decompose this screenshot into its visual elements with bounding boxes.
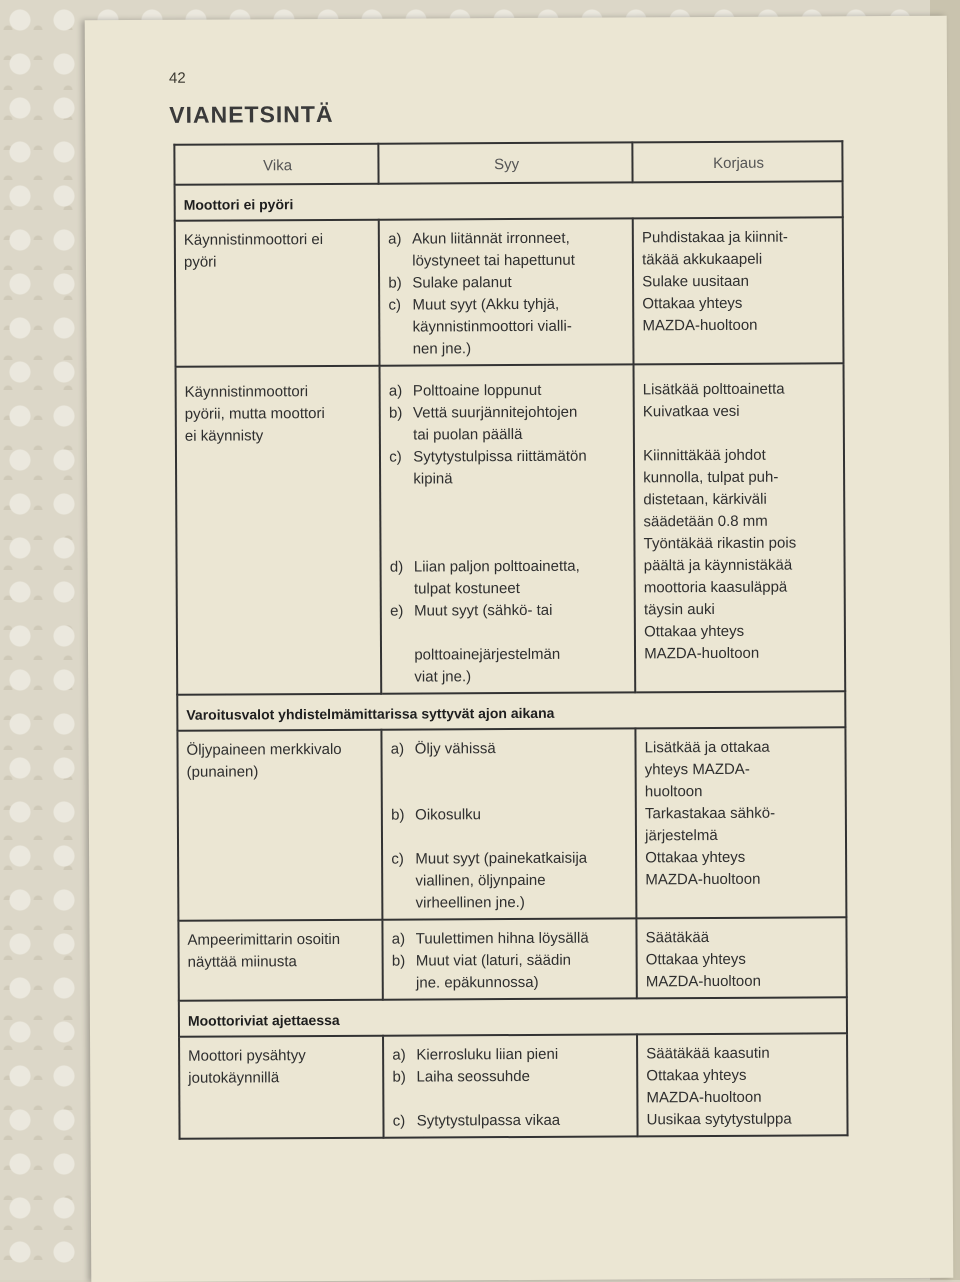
korjaus-line: täkää akkukaapeli — [642, 250, 763, 269]
syy-item-label: c) — [391, 850, 404, 868]
korjaus-line: MAZDA-huoltoon — [642, 316, 758, 335]
syy-item — [393, 1109, 631, 1132]
section-row — [177, 691, 845, 730]
spacer — [391, 825, 629, 848]
korjaus-line: MAZDA-huoltoon — [645, 972, 761, 991]
syy-line: viat jne.) — [414, 668, 472, 686]
vika-line: pyöri — [183, 253, 217, 271]
syy-item — [392, 1043, 630, 1066]
vika-line: ei käynnisty — [184, 427, 264, 445]
syy-line: Polttoaine loppunut — [412, 381, 542, 400]
syy-line: Sytytystulpissa riittämätön — [413, 447, 587, 466]
korjaus-line: distetaan, kärkiväli — [643, 490, 767, 509]
syy-item-label: a) — [391, 930, 406, 948]
syy-line: Kierrosluku liian pieni — [416, 1045, 559, 1064]
syy-item-label: a) — [388, 382, 403, 400]
syy-item — [389, 445, 627, 490]
syy-line: Oikosulku — [415, 806, 482, 824]
table-row — [175, 217, 844, 366]
korjaus-line: huoltoon — [644, 783, 703, 801]
syy-item — [390, 555, 628, 600]
table-row — [176, 363, 846, 694]
syy-item-label: c) — [392, 1112, 406, 1130]
korjaus-line: päältä ja käynnistäkää — [643, 556, 793, 575]
syy-item — [392, 949, 630, 994]
korjaus-cell — [636, 727, 847, 918]
page-number: 42 — [168, 69, 186, 87]
vika-cell — [175, 220, 380, 367]
syy-line: viallinen, öljynpaine — [415, 871, 546, 890]
syy-line: Tuulettimen hihna löysällä — [415, 929, 589, 948]
vika-line: joutokäynnillä — [188, 1069, 280, 1087]
syy-line: Sytytystulpassa vikaa — [416, 1111, 561, 1130]
korjaus-line: Ottakaa yhteys — [644, 622, 745, 641]
syy-item-label: a) — [392, 1046, 406, 1064]
syy-item — [391, 737, 629, 760]
table-row — [177, 727, 846, 920]
vika-line: Ampeerimittarin osoitin — [187, 930, 341, 949]
korjaus-line: Lisätkää polttoainetta — [642, 380, 785, 399]
syy-line: Laiha seossuhde — [416, 1067, 530, 1086]
spacer — [391, 781, 629, 804]
syy-line: jne. epäkunnossa) — [415, 973, 539, 992]
syy-line: nen jne.) — [412, 340, 472, 358]
korjaus-line: täysin auki — [643, 600, 715, 619]
syy-line: Vettä suurjännitejohtojen — [412, 403, 578, 422]
section-title: Moottoriviat ajettaessa — [179, 997, 847, 1036]
korjaus-line: MAZDA-huoltoon — [645, 870, 761, 889]
syy-item-label: d) — [389, 558, 404, 576]
spacer — [414, 622, 560, 645]
spacer — [393, 1087, 631, 1110]
vika-line: Käynnistinmoottori ei — [183, 231, 324, 249]
syy-item — [388, 271, 626, 294]
vika-line: näyttää miinusta — [187, 953, 297, 971]
spacer — [390, 511, 628, 534]
korjaus-line: säädetään 0.8 mm — [643, 512, 768, 531]
korjaus-line: Puhdistakaa ja kiinnit- — [641, 228, 788, 247]
korjaus-line: Säätäkää kaasutin — [646, 1044, 770, 1063]
spacer — [643, 422, 837, 445]
vika-cell — [176, 366, 382, 695]
korjaus-line: Työntäkää rikastin pois — [643, 534, 797, 553]
table-header-row — [174, 141, 842, 184]
syy-line: tai puolan päällä — [413, 425, 523, 444]
table-row — [179, 1033, 848, 1138]
syy-line: Öljy vähissä — [414, 740, 496, 758]
syy-item-label: a) — [390, 740, 405, 758]
korjaus-line: Lisätkää ja ottakaa — [644, 738, 770, 757]
syy-item — [390, 599, 628, 688]
syy-line: Liian paljon polttoainetta, — [413, 557, 580, 576]
syy-item — [391, 847, 629, 914]
syy-item-label: b) — [391, 806, 405, 824]
korjaus-line: Ottakaa yhteys — [646, 1066, 747, 1085]
syy-item-label: b) — [392, 1068, 406, 1086]
syy-item — [391, 803, 629, 826]
syy-item — [389, 401, 627, 446]
korjaus-line: Tarkastakaa sähkö- — [644, 804, 776, 823]
korjaus-line: järjestelmä — [645, 826, 718, 845]
syy-cell — [379, 218, 634, 365]
vika-cell — [178, 920, 383, 1001]
syy-item — [392, 1065, 630, 1088]
vika-line: Käynnistinmoottori — [184, 383, 309, 401]
syy-item-label: b) — [388, 404, 403, 422]
syy-item-label: c) — [389, 448, 402, 466]
syy-item-label: a) — [388, 230, 402, 248]
header-vika: Vika — [174, 144, 378, 185]
korjaus-line: MAZDA-huoltoon — [644, 644, 760, 663]
syy-item — [388, 293, 626, 360]
page-title: VIANETSINTÄ — [169, 100, 334, 128]
korjaus-line: kunnolla, tulpat puh- — [643, 468, 779, 487]
syy-line: kipinä — [413, 470, 453, 488]
korjaus-line: moottoria kaasuläppä — [643, 578, 788, 597]
manual-page — [85, 16, 954, 1282]
korjaus-cell — [633, 217, 844, 364]
korjaus-line: yhteys MAZDA- — [644, 760, 750, 779]
section-title: Varoitusvalot yhdistelmämittarissa syttyvät ajon aikana — [177, 691, 845, 730]
syy-line: polttoainejärjestelmän — [414, 645, 561, 664]
syy-line: käynnistinmoottori vialli- — [412, 317, 572, 336]
vika-line: Öljypaineen merkkivalo — [186, 740, 342, 759]
spacer — [389, 489, 627, 512]
korjaus-line: Ottakaa yhteys — [645, 848, 746, 867]
section-title: Moottori ei pyöri — [175, 181, 843, 220]
syy-item-label: c) — [388, 296, 402, 314]
syy-item — [389, 379, 627, 402]
korjaus-cell — [637, 1033, 847, 1136]
korjaus-line: Uusikaa sytytystulppa — [646, 1110, 792, 1129]
korjaus-line: Ottakaa yhteys — [645, 950, 746, 969]
table-row — [178, 917, 846, 1000]
vika-line: Moottori pysähtyy — [188, 1047, 306, 1065]
syy-item-label: b) — [388, 274, 402, 292]
syy-cell — [383, 1034, 637, 1137]
syy-line: Sulake palanut — [412, 274, 512, 292]
korjaus-cell — [637, 917, 847, 998]
syy-item — [388, 227, 626, 272]
troubleshooting-table — [173, 140, 848, 1139]
vika-cell — [177, 730, 382, 921]
korjaus-line: Säätäkää — [645, 929, 710, 947]
syy-line: Muut syyt (sähkö- tai — [414, 601, 553, 620]
syy-line: Akun liitännät irronneet, — [412, 229, 570, 248]
syy-cell — [382, 728, 637, 919]
spacer — [390, 533, 628, 556]
header-korjaus: Korjaus — [632, 141, 842, 182]
section-row — [179, 997, 847, 1036]
syy-line: Muut viat (laturi, säädin — [415, 951, 572, 970]
korjaus-line: MAZDA-huoltoon — [646, 1088, 762, 1107]
header-syy: Syy — [379, 142, 633, 183]
korjaus-line: Kiinnittäkää johdot — [643, 446, 766, 465]
syy-item — [392, 927, 630, 950]
syy-line: tulpat kostuneet — [413, 579, 520, 598]
syy-cell — [383, 918, 637, 999]
syy-item-label: e) — [390, 602, 404, 620]
syy-cell — [380, 364, 636, 693]
vika-line: pyörii, mutta moottori — [184, 405, 325, 423]
korjaus-line: Ottakaa yhteys — [642, 294, 743, 313]
vika-cell — [179, 1036, 384, 1139]
spacer — [391, 759, 629, 782]
syy-line: virheellinen jne.) — [415, 893, 525, 912]
syy-line: Muut syyt (Akku tyhjä, — [412, 295, 560, 314]
syy-line: löystyneet tai hapettunut — [412, 251, 575, 270]
syy-line: Muut syyt (painekatkaisija — [415, 849, 588, 868]
korjaus-line: Sulake uusitaan — [642, 272, 750, 291]
korjaus-line: Kuivatkaa vesi — [642, 402, 740, 421]
korjaus-cell — [634, 363, 846, 692]
section-row — [175, 181, 843, 220]
syy-item-label: b) — [391, 952, 406, 970]
vika-line: (punainen) — [186, 763, 259, 781]
